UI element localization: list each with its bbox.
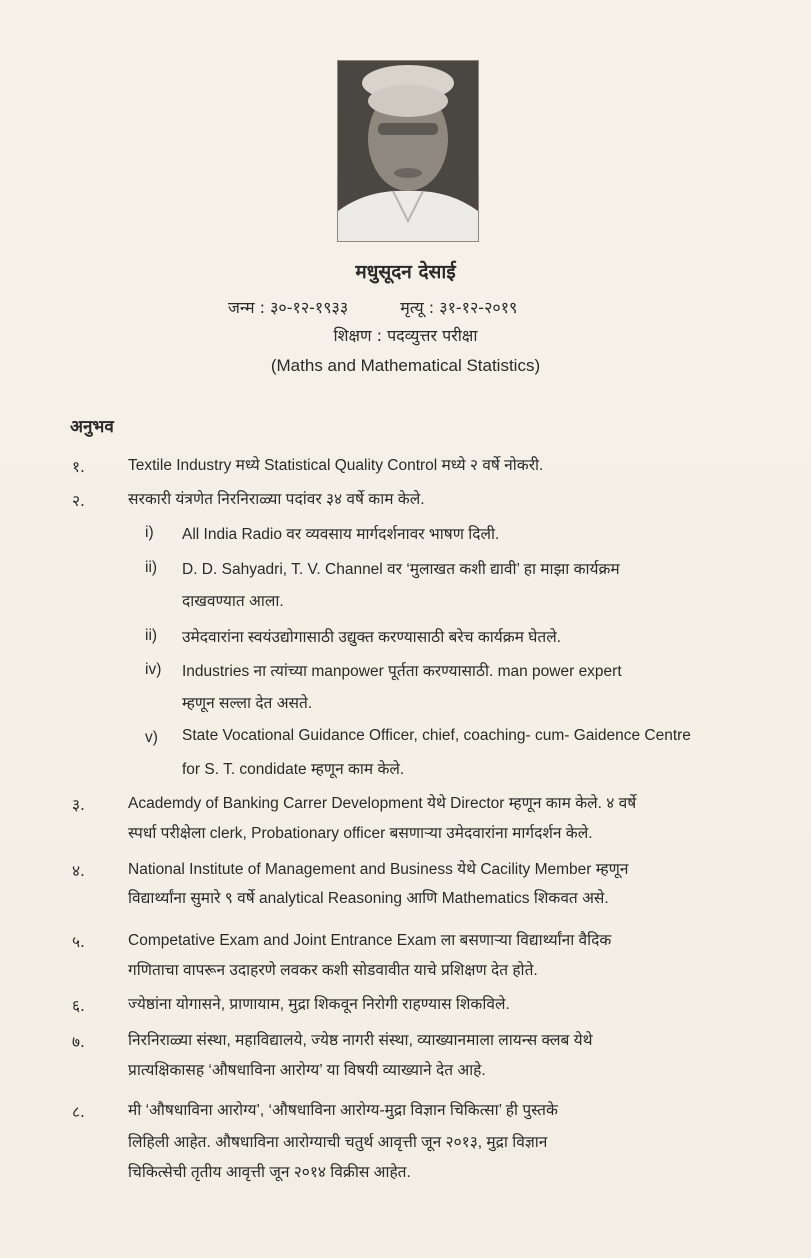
item-number: २. — [72, 492, 85, 510]
life-dates — [228, 296, 517, 318]
item-text: Academdy of Banking Carrer Development येथे Director म्हणून काम केले. ४ वर्षे — [128, 795, 637, 812]
item-number: १. — [72, 458, 85, 476]
item-text: प्रात्यक्षिकासह ‘औषधाविना आरोग्य’ या विषयी व्याख्याने देत आहे. — [128, 1062, 486, 1079]
item-number: ८. — [72, 1103, 85, 1121]
education: शिक्षण : पदव्युत्तर परीक्षा — [333, 326, 478, 345]
item-text: लिहिली आहेत. औषधाविना आरोग्याची चतुर्थ आवृत्ती जून २०१३, मुद्रा विज्ञान — [128, 1134, 548, 1151]
subitem-number: i) — [145, 524, 154, 541]
subitem-text: म्हणून सल्ला देत असते. — [182, 695, 313, 712]
item-number: ३. — [72, 796, 85, 814]
item-text: विद्यार्थ्यांना सुमारे ९ वर्षे analytical Reasoning आणि Mathematics शिकवत असे. — [128, 890, 609, 907]
item-text: मी ‘औषधाविना आरोग्य’, ‘औषधाविना आरोग्य-मुद्रा विज्ञान चिकित्सा’ ही पुस्तके — [128, 1102, 558, 1119]
item-text: सरकारी यंत्रणेत निरनिराळ्या पदांवर ३४ वर्षे काम केले. — [128, 491, 425, 508]
item-number: ६. — [72, 997, 85, 1015]
portrait-photo — [337, 60, 479, 242]
item-text: निरनिराळ्या संस्था, महाविद्यालये, ज्येष्ठ नागरी संस्था, व्याख्यानमाला लायन्स क्लब येथे — [128, 1032, 593, 1049]
subitem-text: दाखवण्यात आला. — [182, 593, 284, 610]
item-text: गणिताचा वापरून उदाहरणे लवकर कशी सोडवावीत याचे प्रशिक्षण देत होते. — [128, 962, 538, 979]
item-number: ५. — [72, 933, 85, 951]
item-number: ४. — [72, 862, 85, 880]
subitem-text: D. D. Sahyadri, T. V. Channel वर ‘मुलाखत कशी द्यावी’ हा माझा कार्यक्रम — [182, 561, 620, 578]
item-text: ज्येष्ठांना योगासने, प्राणायाम, मुद्रा शिकवून निरोगी राहण्यास शिकविले. — [128, 996, 510, 1013]
item-text: स्पर्धा परीक्षेला clerk, Probationary officer बसणाऱ्या उमेदवारांना मार्गदर्शन केले. — [128, 825, 593, 842]
item-text: Textile Industry मध्ये Statistical Quality Control मध्ये २ वर्षे नोकरी. — [128, 457, 544, 474]
subitem-number: ii) — [145, 559, 158, 576]
person-name: मधुसूदन देसाई — [355, 261, 456, 283]
item-text: चिकित्सेची तृतीय आवृत्ती जून २०१४ विक्रीस आहेत. — [128, 1164, 411, 1181]
subitem-number: iv) — [145, 661, 162, 678]
item-text: Competative Exam and Joint Entrance Exam ला बसणाऱ्या विद्यार्थ्यांना वैदिक — [128, 932, 612, 949]
item-number: ७. — [72, 1033, 85, 1051]
subitem-text: उमेदवारांना स्वयंउद्योगासाठी उद्युक्त करण्यासाठी बरेच कार्यक्रम घेतले. — [182, 629, 562, 646]
subitem-number: v) — [145, 729, 158, 746]
subitem-text: Industries ना त्यांच्या manpower पूर्तता करण्यासाठी. man power expert — [182, 663, 622, 680]
death-date: मृत्यू : ३१-१२-२०१९ — [400, 298, 518, 317]
subitem-text: for S. T. condidate म्हणून काम केले. — [182, 761, 405, 778]
experience-heading: अनुभव — [70, 417, 114, 437]
subitem-text: All India Radio वर व्यवसाय मार्गदर्शनावर भाषण दिली. — [182, 526, 500, 543]
education-subject: (Maths and Mathematical Statistics) — [270, 356, 541, 375]
item-text: National Institute of Management and Business येथे Cacility Member म्हणून — [128, 861, 629, 878]
subitem-number: ii) — [145, 627, 158, 644]
subitem-text: State Vocational Guidance Officer, chief, coaching- cum- Gaidence Centre — [182, 727, 691, 744]
birth-date: जन्म : ३०-१२-१९३३ — [228, 298, 349, 317]
